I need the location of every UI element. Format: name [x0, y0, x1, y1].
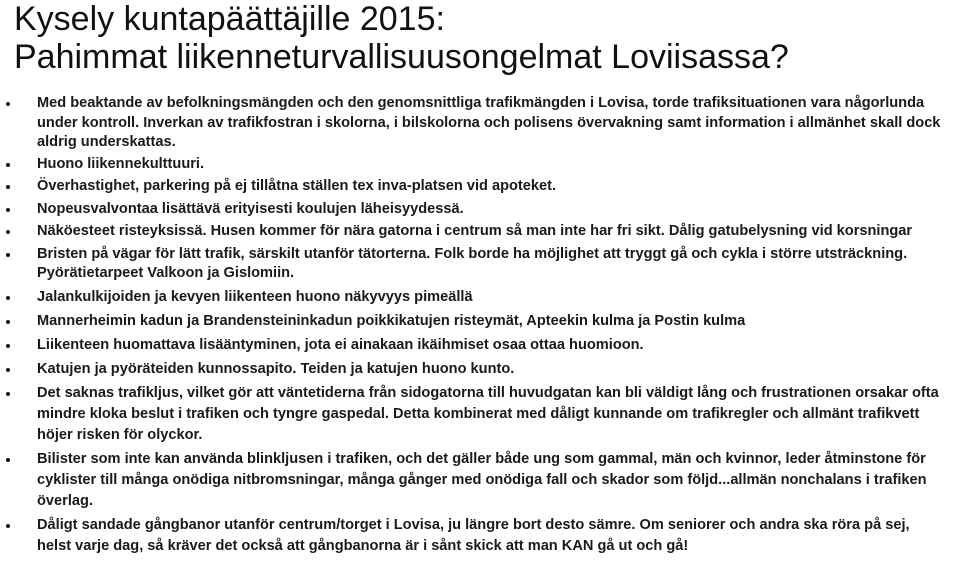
bullet-dot-icon — [6, 458, 10, 462]
bullet-line: Dåligt sandade gångbanor utanför centrum/torget i Lovisa, ju längre bort desto sämre. Om seniorer och andra ska röra på sej, — [37, 516, 910, 533]
bullet-line: Överhastighet, parkering på ej tillåtna ställen tex inva-platsen vid apoteket. — [37, 178, 557, 194]
bullet-line: höjer risken för olyckor. — [37, 426, 203, 443]
bullet-item — [0, 177, 959, 197]
bullet-line: överlag. — [37, 492, 93, 509]
bullet-line: Bristen på vägar för lätt trafik, särskilt utanför tätorterna. Folk borde ha möjlighet att tryggt gå och cykla i större utsträckning. — [37, 245, 908, 262]
bullet-item — [0, 245, 959, 284]
bullet-item — [0, 383, 959, 446]
bullet-line: Nopeusvalvontaa lisättävä erityisesti koulujen läheisyydessä. — [37, 200, 464, 217]
bullet-line: Med beaktande av befolkningsmängden och den genomsnittliga trafikmängden i Lovisa, torde trafiksituationen vara någorlunda — [37, 95, 925, 111]
bullet-item — [0, 335, 959, 356]
bullet-line: under kontroll. Inverkan av trafikfostran i skolorna, i bilskolorna och polisens övervakning samt information i allmänhet skall dock — [37, 114, 941, 131]
bullet-line: helst varje dag, så kräver det också att gångbanorna är i sånt skick att man KAN gå ut och gå! — [37, 537, 689, 554]
bullet-line: aldrig underskattas. — [37, 134, 176, 150]
bullet-dot-icon — [6, 253, 10, 257]
bullet-line: Pyörätietarpeet Valkoon ja Gislomiin. — [37, 265, 295, 281]
bullet-item — [0, 287, 959, 308]
slide-title-line-1: Kysely kuntapäättäjille 2015: — [14, 0, 445, 38]
bullet-dot-icon — [6, 368, 10, 372]
bullet-line: cyklister till många onödiga nitbromsningar, många gånger med onödiga fall och skador som följd...allmän nonchalans i trafiken — [37, 471, 927, 488]
bullet-dot-icon — [6, 392, 10, 396]
bullet-item — [0, 449, 959, 512]
bullet-dot-icon — [6, 320, 10, 324]
bullet-dot-icon — [6, 102, 10, 106]
bullet-item — [0, 311, 959, 332]
bullet-line: Mannerheimin kadun ja Brandensteininkadun poikkikatujen risteymät, Apteekin kulma ja Postin kulma — [37, 312, 746, 329]
bullet-line: Bilister som inte kan använda blinkljusen i trafiken, och det gäller både ung som gammal, män och kvinnor, leder åtminstone för — [37, 450, 926, 467]
bullet-item — [0, 155, 959, 175]
bullet-item — [0, 515, 959, 557]
bullet-line: mindre kloka beslut i trafiken och tyngre gaspedal. Detta kombinerat med dåligt kunnande om trafikregler och allmänt trafikvett — [37, 405, 920, 422]
bullet-dot-icon — [6, 296, 10, 300]
bullet-item — [0, 200, 959, 220]
bullet-dot-icon — [6, 230, 10, 234]
bullet-item — [0, 359, 959, 380]
slide-title-line-2: Pahimmat liikenneturvallisuusongelmat Loviisassa? — [14, 38, 789, 76]
bullet-line: Jalankulkijoiden ja kevyen liikenteen huono näkyvyys pimeällä — [37, 288, 473, 305]
bullet-dot-icon — [6, 208, 10, 212]
bullet-dot-icon — [6, 344, 10, 348]
bullet-line: Huono liikennekulttuuri. — [37, 155, 205, 172]
bullet-item — [0, 94, 959, 153]
bullet-dot-icon — [6, 185, 10, 189]
bullet-item — [0, 222, 959, 242]
bullet-line: Liikenteen huomattava lisääntyminen, jota ei ainakaan ikäihmiset osaa ottaa huomioon. — [37, 336, 644, 353]
bullet-list — [0, 94, 959, 560]
bullet-line: Katujen ja pyöräteiden kunnossapito. Teiden ja katujen huono kunto. — [37, 360, 515, 377]
bullet-dot-icon — [6, 524, 10, 528]
bullet-dot-icon — [6, 163, 10, 167]
bullet-line: Det saknas trafikljus, vilket gör att väntetiderna från sidogatorna till huvudgatan kan bli väldigt lång och frustrationen orsakar ofta — [37, 384, 939, 401]
bullet-line: Näköesteet risteyksissä. Husen kommer för nära gatorna i centrum så man inte har fri sikt. Dålig gatubelysning vid korsningar — [37, 223, 913, 239]
slide-title — [14, 0, 954, 76]
